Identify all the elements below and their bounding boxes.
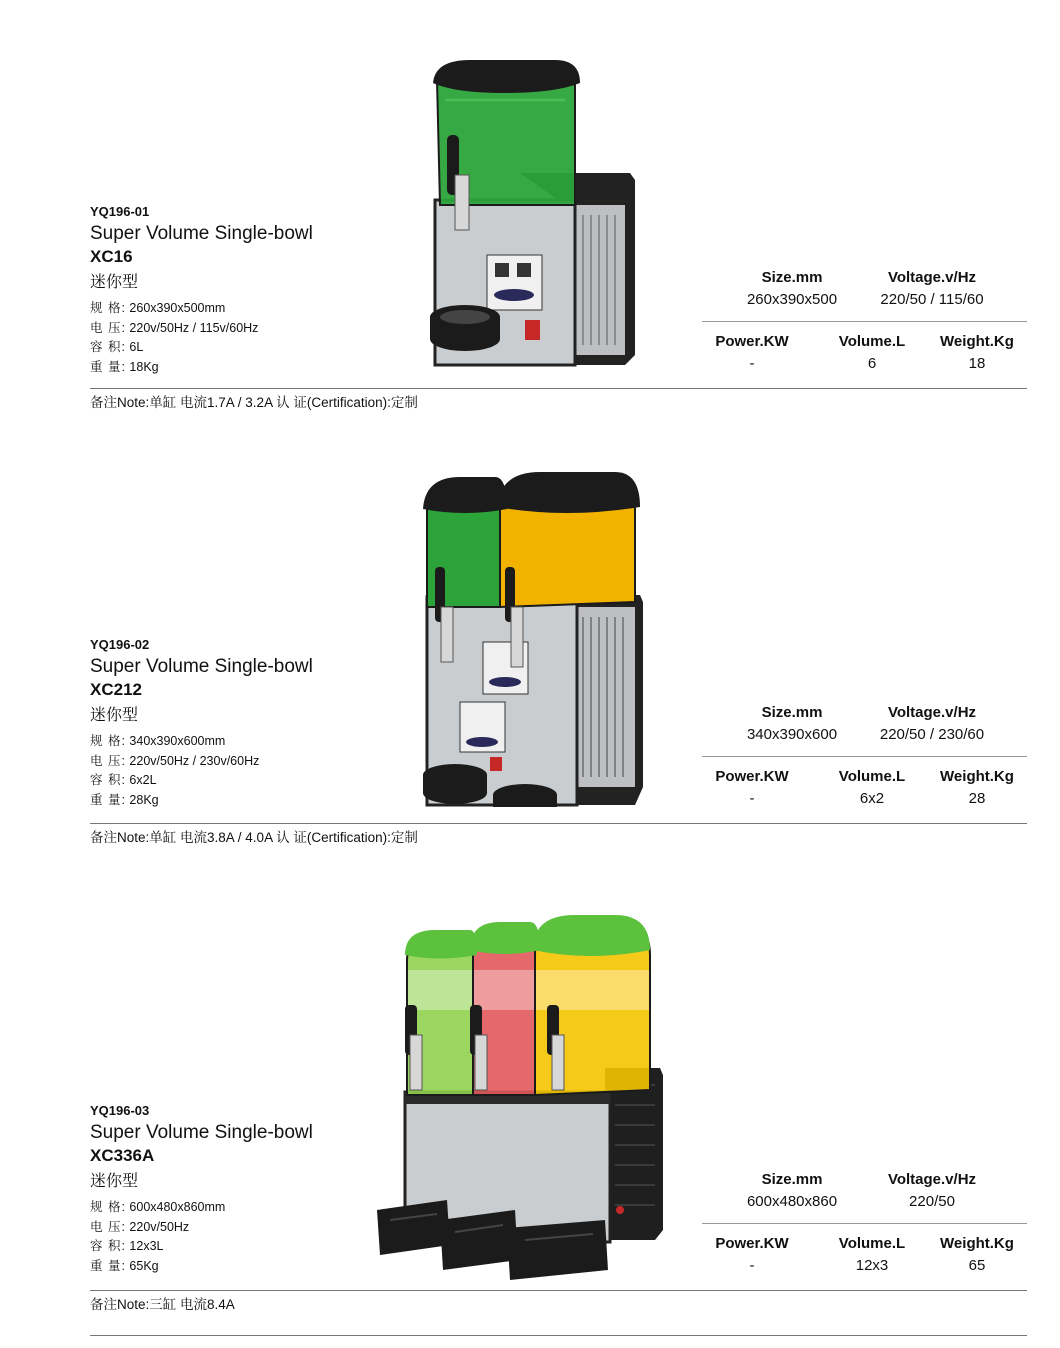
- product-type: 迷你型: [90, 274, 139, 291]
- spec-voltage: 电 压: 220v/50Hz: [90, 1219, 190, 1234]
- table-header-row: [702, 704, 1027, 726]
- volume-header: Volume.L: [838, 1235, 906, 1252]
- section-divider: [90, 1290, 1027, 1291]
- table-divider: [702, 321, 1027, 322]
- product-series: Super Volume Single-bowl: [90, 223, 313, 244]
- power-value: -: [749, 790, 755, 807]
- table-row: [702, 726, 1027, 748]
- volume-header: Volume.L: [838, 333, 906, 350]
- table-row: [702, 1193, 1027, 1215]
- product-image-xc336a: [375, 910, 685, 1290]
- product-info: [90, 637, 390, 810]
- table-header-row: [702, 333, 1027, 355]
- spec-voltage: 电 压: 220v/50Hz / 230v/60Hz: [90, 753, 260, 768]
- product-series: Super Volume Single-bowl: [90, 1122, 313, 1143]
- size-value: 340x390x600: [746, 726, 838, 743]
- product-image-xc212: [415, 467, 655, 812]
- table-divider: [702, 756, 1027, 757]
- spec-weight: 重 量: 18Kg: [90, 359, 159, 374]
- product-info: [90, 204, 390, 377]
- spec-table: [702, 704, 1027, 812]
- spec-weight: 重 量: 28Kg: [90, 792, 159, 807]
- spec-size: 规 格: 260x390x500mm: [90, 301, 226, 315]
- table-header-row: [702, 1235, 1027, 1257]
- product-model: XC212: [90, 680, 142, 699]
- volume-value: 12x3: [855, 1257, 889, 1274]
- spec-capacity: 容 积: 6L: [90, 340, 144, 354]
- power-header: Power.KW: [715, 768, 789, 785]
- product-code: YQ196-02: [90, 637, 150, 652]
- table-header-row: [702, 768, 1027, 790]
- product-series: Super Volume Single-bowl: [90, 656, 313, 677]
- voltage-header: Voltage.v/Hz: [887, 1171, 977, 1188]
- power-value: -: [749, 355, 755, 372]
- volume-header: Volume.L: [838, 768, 906, 785]
- product-note: 备注Note:三缸 电流8.4A: [90, 1297, 235, 1312]
- weight-value: 28: [968, 790, 986, 807]
- volume-value: 6x2: [859, 790, 885, 807]
- table-header-row: [702, 1171, 1027, 1193]
- size-header: Size.mm: [761, 704, 823, 721]
- voltage-value: 220/50: [909, 1193, 955, 1210]
- power-header: Power.KW: [715, 333, 789, 350]
- power-header: Power.KW: [715, 1235, 789, 1252]
- product-model: XC336A: [90, 1146, 155, 1165]
- section-divider: [90, 388, 1027, 389]
- size-header: Size.mm: [761, 1171, 823, 1188]
- volume-value: 6: [867, 355, 877, 372]
- spec-table: [702, 269, 1027, 377]
- spec-capacity: 容 积: 6x2L: [90, 773, 157, 787]
- product-code: YQ196-01: [90, 204, 150, 219]
- spec-size: 规 格: 600x480x860mm: [90, 1200, 226, 1214]
- spec-size: 规 格: 340x390x600mm: [90, 734, 226, 748]
- product-code: YQ196-03: [90, 1103, 150, 1118]
- size-value: 260x390x500: [746, 291, 838, 308]
- product-note: 备注Note:单缸 电流3.8A / 4.0A 认 证(Certification):定制: [90, 830, 418, 845]
- weight-value: 18: [968, 355, 986, 372]
- weight-header: Weight.Kg: [940, 1235, 1014, 1252]
- spec-weight: 重 量: 65Kg: [90, 1258, 159, 1273]
- power-value: -: [749, 1257, 755, 1274]
- table-row: [702, 790, 1027, 812]
- size-header: Size.mm: [761, 269, 823, 286]
- voltage-value: 220/50 / 115/60: [880, 291, 984, 308]
- table-header-row: [702, 269, 1027, 291]
- product-image-xc16: [425, 55, 640, 375]
- table-divider: [702, 1223, 1027, 1224]
- weight-header: Weight.Kg: [940, 768, 1014, 785]
- voltage-header: Voltage.v/Hz: [887, 704, 977, 721]
- product-note: 备注Note:单缸 电流1.7A / 3.2A 认 证(Certification):定制: [90, 395, 418, 410]
- section-divider: [90, 823, 1027, 824]
- product-info: [90, 1103, 390, 1276]
- product-type: 迷你型: [90, 707, 139, 724]
- spec-table: [702, 1171, 1027, 1279]
- page-bottom-divider: [90, 1335, 1027, 1336]
- size-value: 600x480x860: [746, 1193, 838, 1210]
- table-row: [702, 1257, 1027, 1279]
- product-model: XC16: [90, 247, 133, 266]
- weight-header: Weight.Kg: [940, 333, 1014, 350]
- spec-capacity: 容 积: 12x3L: [90, 1239, 164, 1253]
- product-type: 迷你型: [90, 1173, 139, 1190]
- table-row: [702, 355, 1027, 377]
- table-row: [702, 291, 1027, 313]
- voltage-value: 220/50 / 230/60: [879, 726, 985, 743]
- spec-voltage: 电 压: 220v/50Hz / 115v/60Hz: [90, 320, 259, 335]
- weight-value: 65: [968, 1257, 986, 1274]
- voltage-header: Voltage.v/Hz: [887, 269, 977, 286]
